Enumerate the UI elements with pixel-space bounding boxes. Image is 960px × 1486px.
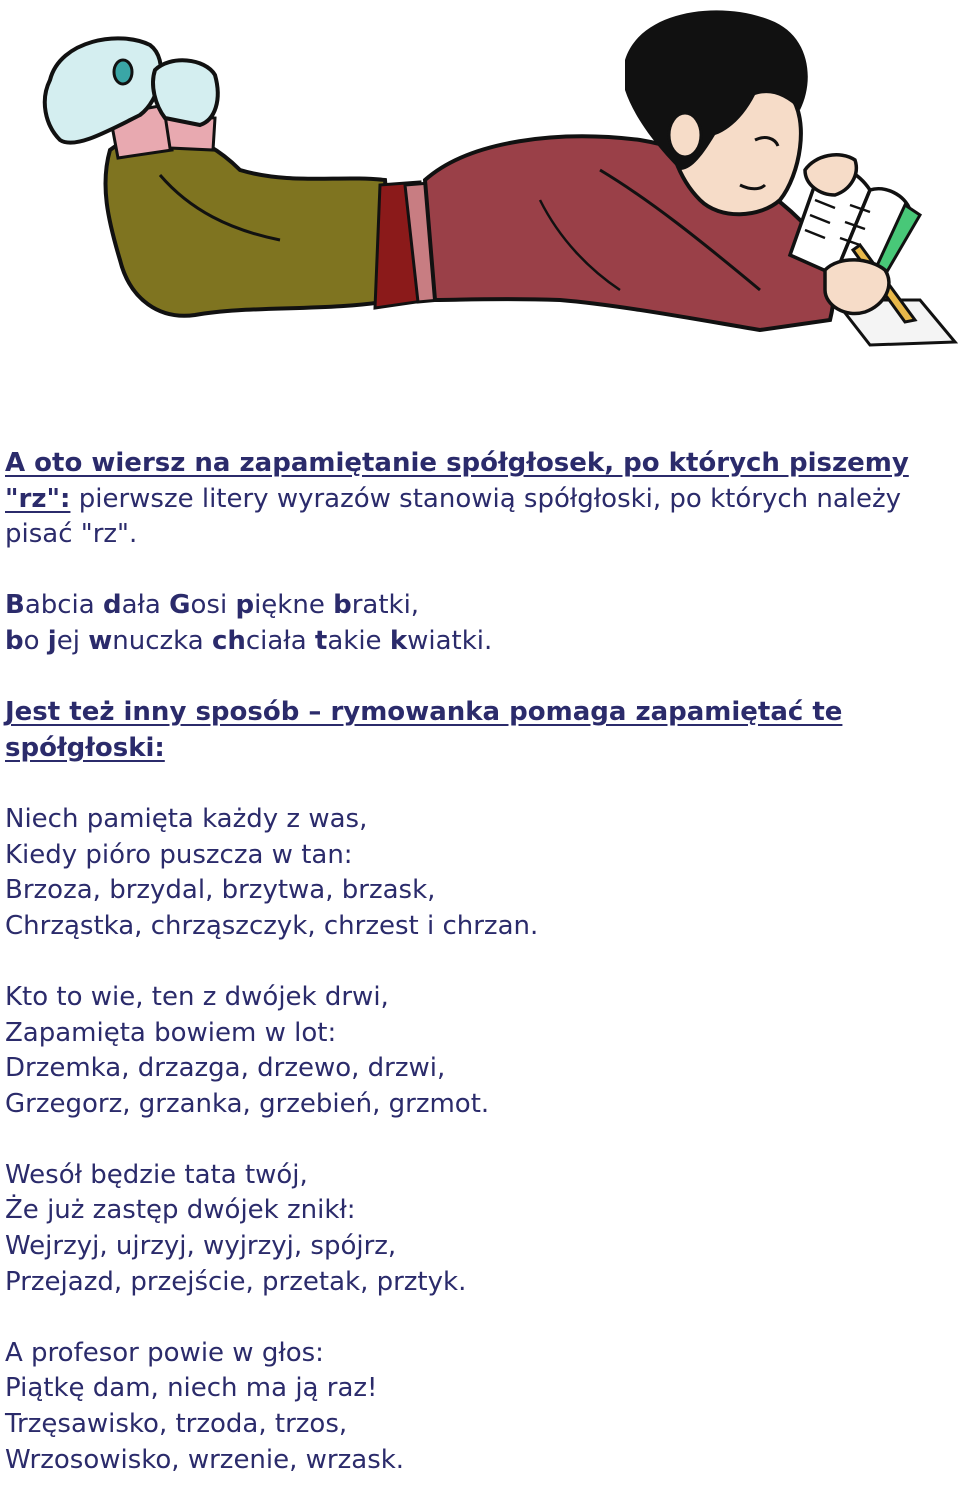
mnemonic-word: ciała bbox=[245, 625, 315, 656]
poem-line: Trzęsawisko, trzoda, trzos, bbox=[5, 1409, 348, 1440]
poem-line: Piątkę dam, niech ma ją raz! bbox=[5, 1373, 378, 1404]
poem-text bbox=[5, 446, 955, 1478]
mnemonic-letter: d bbox=[102, 590, 122, 621]
mnemonic-word: iękne bbox=[254, 590, 334, 621]
poem-line: Zapamięta bowiem w lot: bbox=[5, 1017, 337, 1048]
intro-paragraph bbox=[5, 446, 955, 553]
poem-line: Wrzosowisko, wrzenie, wrzask. bbox=[5, 1444, 405, 1475]
mnemonic-word: osi bbox=[190, 590, 236, 621]
mnemonic-word: o bbox=[23, 625, 48, 656]
poem-line: Niech pamięta każdy z was, bbox=[5, 803, 368, 834]
poem-line: Przejazd, przejście, przetak, prztyk. bbox=[5, 1266, 467, 1297]
mnemonic-letter: t bbox=[314, 625, 328, 656]
mnemonic-word: akie bbox=[327, 625, 390, 656]
stanza-3 bbox=[5, 1158, 955, 1300]
poem-line: Kiedy pióro puszcza w tan: bbox=[5, 839, 353, 870]
spacer bbox=[5, 660, 955, 696]
mnemonic-letter: p bbox=[235, 590, 255, 621]
poem-line: Że już zastęp dwójek znikł: bbox=[5, 1195, 356, 1226]
shoe-right bbox=[153, 60, 218, 125]
poem-line: Chrząstka, chrząszczyk, chrzest i chrzan. bbox=[5, 910, 539, 941]
spacer bbox=[5, 553, 955, 589]
poem-line: Brzoza, brzydal, brzytwa, brzask, bbox=[5, 875, 436, 906]
poem-line: Kto to wie, ten z dwójek drwi, bbox=[5, 981, 389, 1012]
mnemonic-letter: k bbox=[389, 625, 408, 656]
second-heading: Jest też inny sposób – rymowanka pomaga zapamiętać te spółgłoski: bbox=[5, 697, 843, 763]
mnemonic-word: ratki, bbox=[351, 590, 420, 621]
mnemonic-letter: B bbox=[5, 590, 25, 621]
boy-legs bbox=[45, 38, 395, 315]
mnemonic-letter: w bbox=[88, 625, 113, 656]
mnemonic-verse bbox=[5, 588, 955, 659]
mnemonic-word: nuczka bbox=[112, 625, 212, 656]
mnemonic-letter: b bbox=[5, 625, 24, 656]
poem-line: Wejrzyj, ujrzyj, wyjrzyj, spójrz, bbox=[5, 1231, 397, 1262]
stanza-1 bbox=[5, 802, 955, 944]
mnemonic-letter: ch bbox=[211, 625, 246, 656]
mnemonic-word: abcia bbox=[24, 590, 103, 621]
poem-line: Drzemka, drzazga, drzewo, drzwi, bbox=[5, 1053, 446, 1084]
mnemonic-word: ej bbox=[56, 625, 89, 656]
spacer bbox=[5, 766, 955, 802]
spacer bbox=[5, 1300, 955, 1336]
mnemonic-line-2 bbox=[5, 624, 955, 660]
mnemonic-word: ała bbox=[121, 590, 170, 621]
poem-line: A profesor powie w głos: bbox=[5, 1337, 324, 1368]
mnemonic-letter: j bbox=[47, 625, 57, 656]
intro-text: pierwsze litery wyrazów stanowią spółgłoski, po których należy pisać "rz". bbox=[5, 483, 902, 550]
mnemonic-line-1 bbox=[5, 588, 955, 624]
intro-heading: A oto wiersz na zapamiętanie spółgłosek, po których piszemy "rz": bbox=[5, 448, 909, 514]
stanza-4 bbox=[5, 1336, 955, 1478]
boy-reading-illustration bbox=[0, 0, 960, 360]
spacer bbox=[5, 944, 955, 980]
mnemonic-word: wiatki. bbox=[407, 625, 493, 656]
mnemonic-letter: b bbox=[333, 590, 352, 621]
poem-line: Grzegorz, grzanka, grzebień, grzmot. bbox=[5, 1088, 490, 1119]
spacer bbox=[5, 1122, 955, 1158]
mnemonic-letter: G bbox=[169, 590, 191, 621]
poem-line: Wesół będzie tata twój, bbox=[5, 1159, 308, 1190]
stanza-2 bbox=[5, 980, 955, 1122]
